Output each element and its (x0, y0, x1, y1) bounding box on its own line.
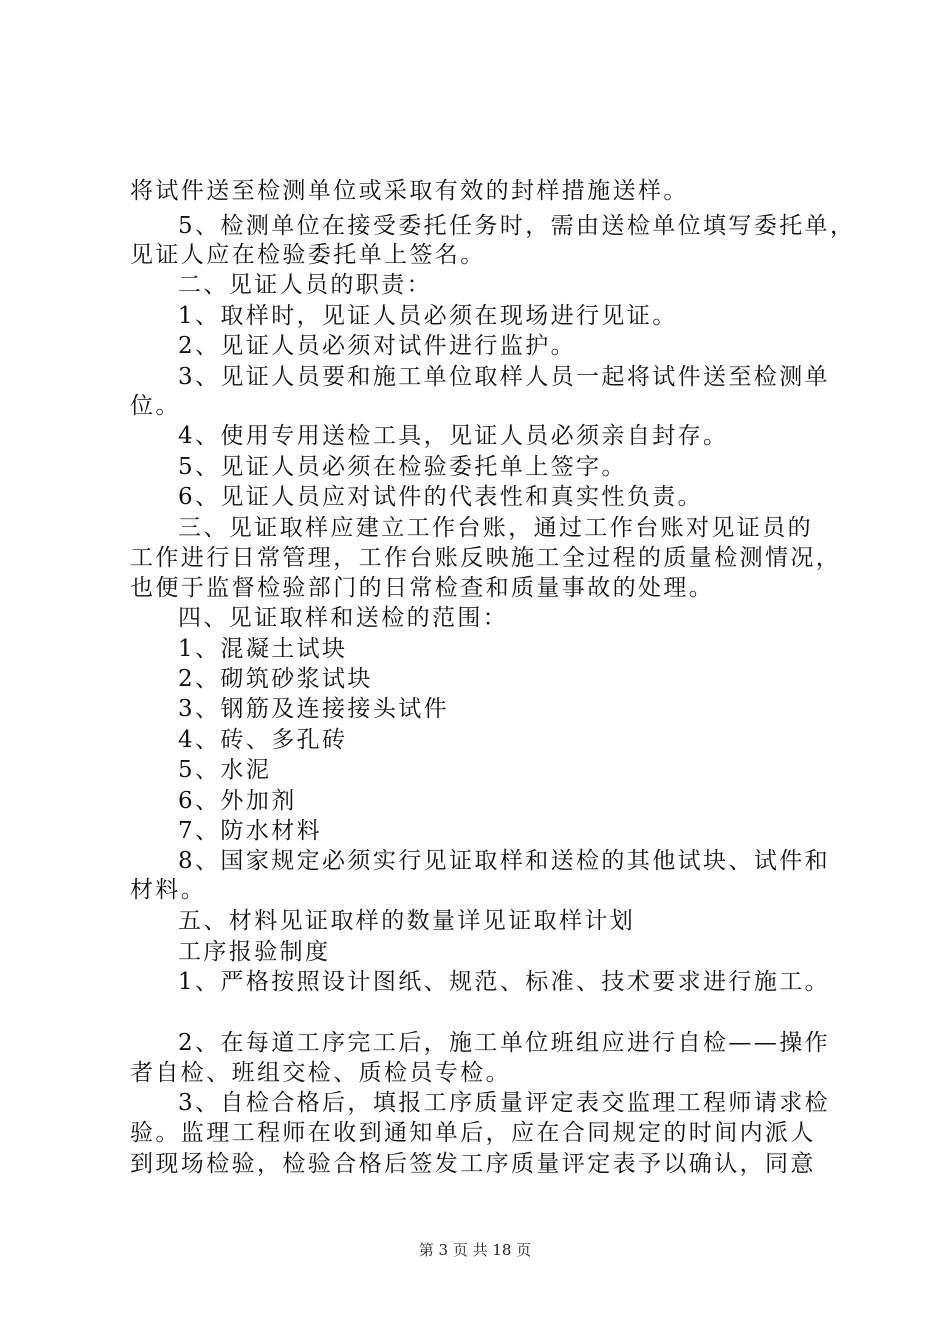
text-line: 也便于监督检验部门的日常检查和质量事故的处理。 (130, 575, 715, 601)
text-line: 3、自检合格后，填报工序质量评定表交监理工程师请求检 (178, 1090, 831, 1116)
text-line: 5、见证人员必须在检验委托单上签字。 (178, 454, 627, 480)
text-line: 7、防水材料 (178, 818, 323, 844)
text-line: 四、见证取样和送检的范围： (178, 605, 509, 631)
text-line: 5、检测单位在接受委托任务时，需由送检单位填写委托单， (178, 213, 856, 239)
text-line: 5、水泥 (178, 757, 272, 783)
text-line: 1、严格按照设计图纸、规范、标准、技术要求进行施工。 (178, 969, 831, 995)
text-line: 位。 (130, 393, 181, 419)
text-line: 五、材料见证取样的数量详见证取样计划 (178, 908, 636, 934)
text-line: 到现场检验，检验合格后签发工序质量评定表予以确认，同意 (130, 1151, 816, 1177)
text-line: 将试件送至检测单位或采取有效的封样措施送样。 (130, 178, 689, 204)
text-line: 三、见证取样应建立工作台账，通过工作台账对见证员的 (178, 515, 813, 541)
text-line: 者自检、班组交检、质检员专检。 (130, 1060, 511, 1086)
text-line: 4、砖、多孔砖 (178, 727, 348, 753)
page-number-footer: 第 3 页 共 18 页 (418, 1241, 532, 1259)
text-line: 3、钢筋及连接接头试件 (178, 696, 450, 722)
text-line: 材料。 (130, 877, 207, 903)
text-line: 6、见证人员应对试件的代表性和真实性负责。 (178, 484, 704, 510)
text-line: 工作进行日常管理，工作台账反映施工全过程的质量检测情况， (130, 545, 842, 571)
text-line: 见证人应在检验委托单上签名。 (130, 242, 486, 268)
text-line: 1、混凝土试块 (178, 636, 348, 662)
text-line: 验。监理工程师在收到通知单后，应在合同规定的时间内派人 (130, 1120, 816, 1146)
text-line: 8、国家规定必须实行见证取样和送检的其他试块、试件和 (178, 848, 831, 874)
text-line: 3、见证人员要和施工单位取样人员一起将试件送至检测单 (178, 364, 831, 390)
text-line: 2、在每道工序完工后，施工单位班组应进行自检——操作 (178, 1030, 831, 1056)
text-line: 6、外加剂 (178, 788, 297, 814)
text-line: 2、见证人员必须对试件进行监护。 (178, 333, 577, 359)
text-line: 4、使用专用送检工具，见证人员必须亲自封存。 (178, 423, 729, 449)
text-line: 1、取样时，见证人员必须在现场进行见证。 (178, 303, 678, 329)
text-line: 工序报验制度 (178, 939, 331, 965)
text-line: 2、砌筑砂浆试块 (178, 666, 373, 692)
text-line: 二、见证人员的职责： (178, 272, 432, 298)
